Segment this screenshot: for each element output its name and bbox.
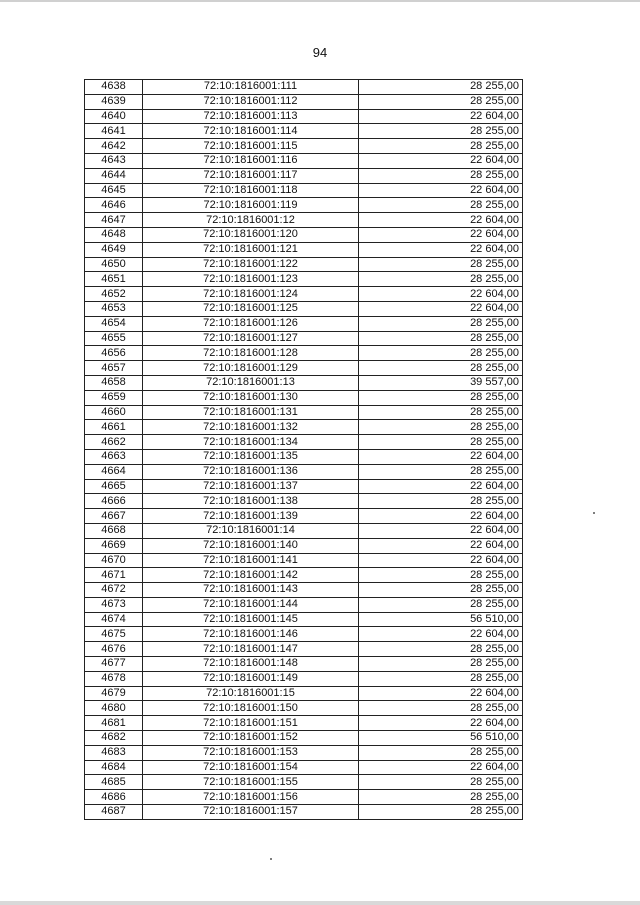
row-number-cell: 4675 — [85, 627, 143, 642]
data-table — [84, 79, 523, 820]
cadastral-number-cell: 72:10:1816001:155 — [143, 775, 359, 790]
row-number-cell: 4676 — [85, 642, 143, 657]
row-number-cell: 4664 — [85, 464, 143, 479]
table-row — [85, 657, 523, 672]
value-cell: 28 255,00 — [359, 316, 523, 331]
row-number-cell: 4683 — [85, 745, 143, 760]
row-number-cell: 4658 — [85, 375, 143, 390]
table-row — [85, 168, 523, 183]
table-row — [85, 464, 523, 479]
row-number-cell: 4677 — [85, 657, 143, 672]
value-cell: 28 255,00 — [359, 94, 523, 109]
value-cell: 22 604,00 — [359, 760, 523, 775]
cadastral-number-cell: 72:10:1816001:128 — [143, 346, 359, 361]
cadastral-number-cell: 72:10:1816001:120 — [143, 227, 359, 242]
cadastral-number-cell: 72:10:1816001:129 — [143, 361, 359, 376]
table-row — [85, 583, 523, 598]
value-cell: 28 255,00 — [359, 168, 523, 183]
row-number-cell: 4645 — [85, 183, 143, 198]
value-cell: 28 255,00 — [359, 464, 523, 479]
value-cell: 28 255,00 — [359, 331, 523, 346]
table-row — [85, 153, 523, 168]
cadastral-number-cell: 72:10:1816001:148 — [143, 657, 359, 672]
table-row — [85, 775, 523, 790]
cadastral-number-cell: 72:10:1816001:114 — [143, 124, 359, 139]
value-cell: 28 255,00 — [359, 775, 523, 790]
value-cell: 28 255,00 — [359, 257, 523, 272]
table-row — [85, 257, 523, 272]
row-number-cell: 4673 — [85, 597, 143, 612]
scan-edge-bottom — [0, 901, 640, 905]
cadastral-number-cell: 72:10:1816001:134 — [143, 435, 359, 450]
row-number-cell: 4654 — [85, 316, 143, 331]
cadastral-number-cell: 72:10:1816001:138 — [143, 494, 359, 509]
row-number-cell: 4680 — [85, 701, 143, 716]
cadastral-number-cell: 72:10:1816001:124 — [143, 287, 359, 302]
row-number-cell: 4672 — [85, 583, 143, 598]
cadastral-number-cell: 72:10:1816001:15 — [143, 686, 359, 701]
row-number-cell: 4666 — [85, 494, 143, 509]
value-cell: 22 604,00 — [359, 716, 523, 731]
cadastral-number-cell: 72:10:1816001:118 — [143, 183, 359, 198]
row-number-cell: 4674 — [85, 612, 143, 627]
value-cell: 28 255,00 — [359, 583, 523, 598]
row-number-cell: 4684 — [85, 760, 143, 775]
value-cell: 22 604,00 — [359, 242, 523, 257]
row-number-cell: 4678 — [85, 671, 143, 686]
value-cell: 28 255,00 — [359, 198, 523, 213]
cadastral-number-cell: 72:10:1816001:111 — [143, 80, 359, 95]
value-cell: 56 510,00 — [359, 731, 523, 746]
row-number-cell: 4643 — [85, 153, 143, 168]
row-number-cell: 4661 — [85, 420, 143, 435]
table-row — [85, 568, 523, 583]
cadastral-number-cell: 72:10:1816001:144 — [143, 597, 359, 612]
row-number-cell: 4685 — [85, 775, 143, 790]
table-row — [85, 183, 523, 198]
row-number-cell: 4681 — [85, 716, 143, 731]
value-cell: 28 255,00 — [359, 361, 523, 376]
row-number-cell: 4642 — [85, 139, 143, 154]
cadastral-number-cell: 72:10:1816001:122 — [143, 257, 359, 272]
value-cell: 22 604,00 — [359, 183, 523, 198]
table-row — [85, 213, 523, 228]
cadastral-number-cell: 72:10:1816001:153 — [143, 745, 359, 760]
table-row — [85, 124, 523, 139]
cadastral-number-cell: 72:10:1816001:135 — [143, 449, 359, 464]
table-row — [85, 405, 523, 420]
table-row — [85, 331, 523, 346]
row-number-cell: 4652 — [85, 287, 143, 302]
cadastral-number-cell: 72:10:1816001:119 — [143, 198, 359, 213]
cadastral-number-cell: 72:10:1816001:142 — [143, 568, 359, 583]
value-cell: 22 604,00 — [359, 509, 523, 524]
row-number-cell: 4662 — [85, 435, 143, 450]
value-cell: 28 255,00 — [359, 346, 523, 361]
table-row — [85, 420, 523, 435]
value-cell: 28 255,00 — [359, 405, 523, 420]
table-row — [85, 227, 523, 242]
row-number-cell: 4639 — [85, 94, 143, 109]
value-cell: 28 255,00 — [359, 420, 523, 435]
value-cell: 28 255,00 — [359, 597, 523, 612]
row-number-cell: 4686 — [85, 790, 143, 805]
page-number: 94 — [312, 45, 328, 60]
table-row — [85, 671, 523, 686]
value-cell: 28 255,00 — [359, 435, 523, 450]
value-cell: 22 604,00 — [359, 538, 523, 553]
table-row — [85, 346, 523, 361]
row-number-cell: 4660 — [85, 405, 143, 420]
table-row — [85, 94, 523, 109]
table-row — [85, 494, 523, 509]
table-row — [85, 686, 523, 701]
table-row — [85, 716, 523, 731]
row-number-cell: 4668 — [85, 523, 143, 538]
table-row — [85, 760, 523, 775]
cadastral-number-cell: 72:10:1816001:136 — [143, 464, 359, 479]
value-cell: 28 255,00 — [359, 272, 523, 287]
cadastral-number-cell: 72:10:1816001:13 — [143, 375, 359, 390]
row-number-cell: 4679 — [85, 686, 143, 701]
table-row — [85, 375, 523, 390]
table-row — [85, 449, 523, 464]
table-row — [85, 538, 523, 553]
row-number-cell: 4670 — [85, 553, 143, 568]
cadastral-number-cell: 72:10:1816001:151 — [143, 716, 359, 731]
value-cell: 22 604,00 — [359, 627, 523, 642]
cadastral-number-cell: 72:10:1816001:115 — [143, 139, 359, 154]
value-cell: 28 255,00 — [359, 671, 523, 686]
cadastral-number-cell: 72:10:1816001:156 — [143, 790, 359, 805]
cadastral-number-cell: 72:10:1816001:131 — [143, 405, 359, 420]
table-row — [85, 745, 523, 760]
table-row — [85, 597, 523, 612]
table-row — [85, 109, 523, 124]
value-cell: 28 255,00 — [359, 494, 523, 509]
cadastral-number-cell: 72:10:1816001:14 — [143, 523, 359, 538]
cadastral-number-cell: 72:10:1816001:140 — [143, 538, 359, 553]
row-number-cell: 4644 — [85, 168, 143, 183]
row-number-cell: 4647 — [85, 213, 143, 228]
row-number-cell: 4657 — [85, 361, 143, 376]
cadastral-number-cell: 72:10:1816001:127 — [143, 331, 359, 346]
value-cell: 28 255,00 — [359, 745, 523, 760]
table-row — [85, 242, 523, 257]
value-cell: 22 604,00 — [359, 553, 523, 568]
value-cell: 22 604,00 — [359, 227, 523, 242]
table-row — [85, 553, 523, 568]
scan-speck — [270, 858, 272, 860]
table-row — [85, 701, 523, 716]
row-number-cell: 4665 — [85, 479, 143, 494]
cadastral-number-cell: 72:10:1816001:113 — [143, 109, 359, 124]
table-row — [85, 316, 523, 331]
cadastral-number-cell: 72:10:1816001:126 — [143, 316, 359, 331]
table-row — [85, 272, 523, 287]
scan-speck — [593, 512, 595, 514]
row-number-cell: 4659 — [85, 390, 143, 405]
table-row — [85, 301, 523, 316]
row-number-cell: 4649 — [85, 242, 143, 257]
cadastral-number-cell: 72:10:1816001:132 — [143, 420, 359, 435]
table-row — [85, 80, 523, 95]
value-cell: 56 510,00 — [359, 612, 523, 627]
row-number-cell: 4671 — [85, 568, 143, 583]
value-cell: 22 604,00 — [359, 213, 523, 228]
table-row — [85, 435, 523, 450]
table-row — [85, 612, 523, 627]
cadastral-number-cell: 72:10:1816001:147 — [143, 642, 359, 657]
table-row — [85, 627, 523, 642]
table-row — [85, 731, 523, 746]
table-row — [85, 642, 523, 657]
table-row — [85, 390, 523, 405]
value-cell: 28 255,00 — [359, 80, 523, 95]
table-row — [85, 790, 523, 805]
table-row — [85, 523, 523, 538]
row-number-cell: 4653 — [85, 301, 143, 316]
value-cell: 39 557,00 — [359, 375, 523, 390]
cadastral-number-cell: 72:10:1816001:150 — [143, 701, 359, 716]
table-row — [85, 509, 523, 524]
row-number-cell: 4640 — [85, 109, 143, 124]
value-cell: 28 255,00 — [359, 790, 523, 805]
cadastral-number-cell: 72:10:1816001:12 — [143, 213, 359, 228]
value-cell: 28 255,00 — [359, 139, 523, 154]
cadastral-number-cell: 72:10:1816001:112 — [143, 94, 359, 109]
cadastral-number-cell: 72:10:1816001:116 — [143, 153, 359, 168]
value-cell: 22 604,00 — [359, 109, 523, 124]
value-cell: 22 604,00 — [359, 449, 523, 464]
row-number-cell: 4648 — [85, 227, 143, 242]
value-cell: 28 255,00 — [359, 701, 523, 716]
cadastral-number-cell: 72:10:1816001:146 — [143, 627, 359, 642]
cadastral-number-cell: 72:10:1816001:117 — [143, 168, 359, 183]
cadastral-number-cell: 72:10:1816001:121 — [143, 242, 359, 257]
cadastral-number-cell: 72:10:1816001:123 — [143, 272, 359, 287]
value-cell: 22 604,00 — [359, 479, 523, 494]
value-cell: 28 255,00 — [359, 805, 523, 820]
row-number-cell: 4655 — [85, 331, 143, 346]
row-number-cell: 4650 — [85, 257, 143, 272]
cadastral-number-cell: 72:10:1816001:154 — [143, 760, 359, 775]
cadastral-number-cell: 72:10:1816001:157 — [143, 805, 359, 820]
table-row — [85, 198, 523, 213]
row-number-cell: 4651 — [85, 272, 143, 287]
value-cell: 28 255,00 — [359, 124, 523, 139]
table-body — [85, 80, 523, 820]
row-number-cell: 4646 — [85, 198, 143, 213]
table-row — [85, 805, 523, 820]
cadastral-number-cell: 72:10:1816001:130 — [143, 390, 359, 405]
row-number-cell: 4667 — [85, 509, 143, 524]
value-cell: 28 255,00 — [359, 390, 523, 405]
table-row — [85, 479, 523, 494]
value-cell: 22 604,00 — [359, 153, 523, 168]
cadastral-number-cell: 72:10:1816001:152 — [143, 731, 359, 746]
cadastral-number-cell: 72:10:1816001:125 — [143, 301, 359, 316]
cadastral-number-cell: 72:10:1816001:141 — [143, 553, 359, 568]
row-number-cell: 4682 — [85, 731, 143, 746]
value-cell: 22 604,00 — [359, 686, 523, 701]
row-number-cell: 4641 — [85, 124, 143, 139]
value-cell: 22 604,00 — [359, 287, 523, 302]
cadastral-number-cell: 72:10:1816001:145 — [143, 612, 359, 627]
row-number-cell: 4687 — [85, 805, 143, 820]
table-row — [85, 139, 523, 154]
value-cell: 22 604,00 — [359, 301, 523, 316]
value-cell: 28 255,00 — [359, 657, 523, 672]
cadastral-number-cell: 72:10:1816001:139 — [143, 509, 359, 524]
cadastral-number-cell: 72:10:1816001:149 — [143, 671, 359, 686]
row-number-cell: 4663 — [85, 449, 143, 464]
value-cell: 22 604,00 — [359, 523, 523, 538]
cadastral-number-cell: 72:10:1816001:137 — [143, 479, 359, 494]
scan-edge-top — [0, 0, 640, 2]
row-number-cell: 4656 — [85, 346, 143, 361]
table-row — [85, 361, 523, 376]
value-cell: 28 255,00 — [359, 642, 523, 657]
cadastral-number-cell: 72:10:1816001:143 — [143, 583, 359, 598]
value-cell: 28 255,00 — [359, 568, 523, 583]
table-row — [85, 287, 523, 302]
row-number-cell: 4638 — [85, 80, 143, 95]
row-number-cell: 4669 — [85, 538, 143, 553]
